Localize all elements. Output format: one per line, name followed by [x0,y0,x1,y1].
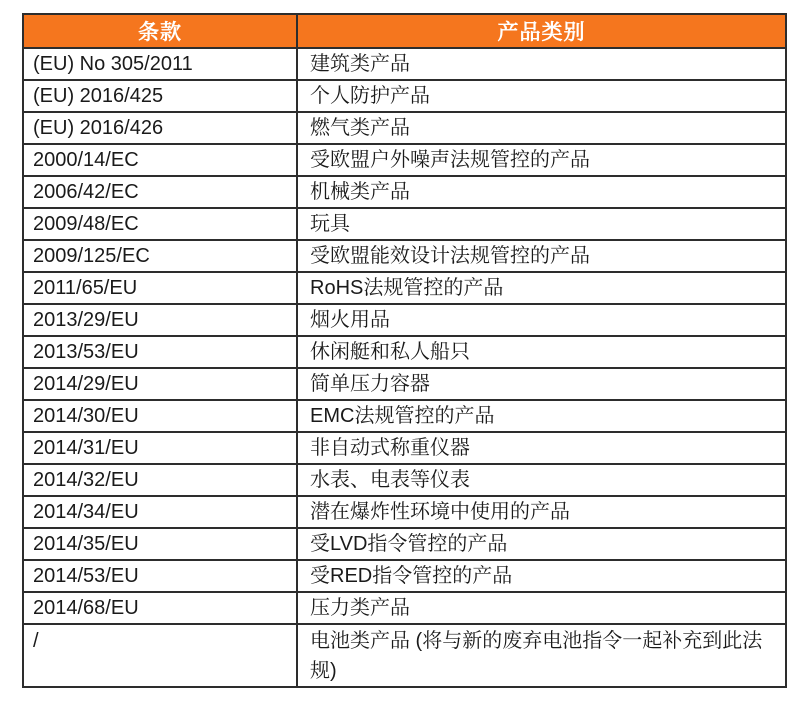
category-cell: 机械类产品 [297,176,786,208]
column-header-category: 产品类别 [297,14,786,48]
clause-cell: 2014/30/EU [23,400,297,432]
clause-cell: 2014/32/EU [23,464,297,496]
table-row [23,240,786,272]
clause-cell: 2014/53/EU [23,560,297,592]
table-row [23,432,786,464]
clause-cell: 2006/42/EC [23,176,297,208]
clause-cell: 2014/35/EU [23,528,297,560]
category-cell: EMC法规管控的产品 [297,400,786,432]
table-row [23,48,786,80]
category-cell: 个人防护产品 [297,80,786,112]
clause-cell: 2014/29/EU [23,368,297,400]
category-cell: 受欧盟户外噪声法规管控的产品 [297,144,786,176]
category-cell: RoHS法规管控的产品 [297,272,786,304]
clause-cell: 2000/14/EC [23,144,297,176]
category-cell: 受RED指令管控的产品 [297,560,786,592]
table-row [23,272,786,304]
table-row [23,80,786,112]
clause-cell: 2014/34/EU [23,496,297,528]
category-cell: 简单压力容器 [297,368,786,400]
clause-cell: (EU) 2016/425 [23,80,297,112]
clause-cell: (EU) No 305/2011 [23,48,297,80]
clause-cell: 2011/65/EU [23,272,297,304]
table-row [23,496,786,528]
category-cell: 燃气类产品 [297,112,786,144]
table-row [23,624,786,687]
table-row [23,144,786,176]
table-row [23,208,786,240]
clause-cell: 2009/125/EC [23,240,297,272]
clause-cell: 2013/29/EU [23,304,297,336]
clause-cell: 2013/53/EU [23,336,297,368]
category-cell: 潜在爆炸性环境中使用的产品 [297,496,786,528]
table-row [23,112,786,144]
clause-cell: 2014/68/EU [23,592,297,624]
category-cell: 受LVD指令管控的产品 [297,528,786,560]
clause-cell: (EU) 2016/426 [23,112,297,144]
table-row [23,528,786,560]
category-cell: 玩具 [297,208,786,240]
category-cell: 压力类产品 [297,592,786,624]
category-cell: 建筑类产品 [297,48,786,80]
clause-cell: 2014/31/EU [23,432,297,464]
clause-cell: / [23,624,297,687]
category-cell: 非自动式称重仪器 [297,432,786,464]
table-row [23,400,786,432]
table-row [23,464,786,496]
regulation-table [22,13,787,688]
table-row [23,592,786,624]
table-row [23,336,786,368]
category-cell: 休闲艇和私人船只 [297,336,786,368]
table-row [23,560,786,592]
category-cell: 电池类产品 (将与新的废弃电池指令一起补充到此法规) [297,624,786,687]
header-row [23,14,786,48]
category-cell: 水表、电表等仪表 [297,464,786,496]
category-cell: 受欧盟能效设计法规管控的产品 [297,240,786,272]
clause-cell: 2009/48/EC [23,208,297,240]
table-row [23,368,786,400]
table-row [23,176,786,208]
column-header-clause: 条款 [23,14,297,48]
category-cell: 烟火用品 [297,304,786,336]
table-row [23,304,786,336]
